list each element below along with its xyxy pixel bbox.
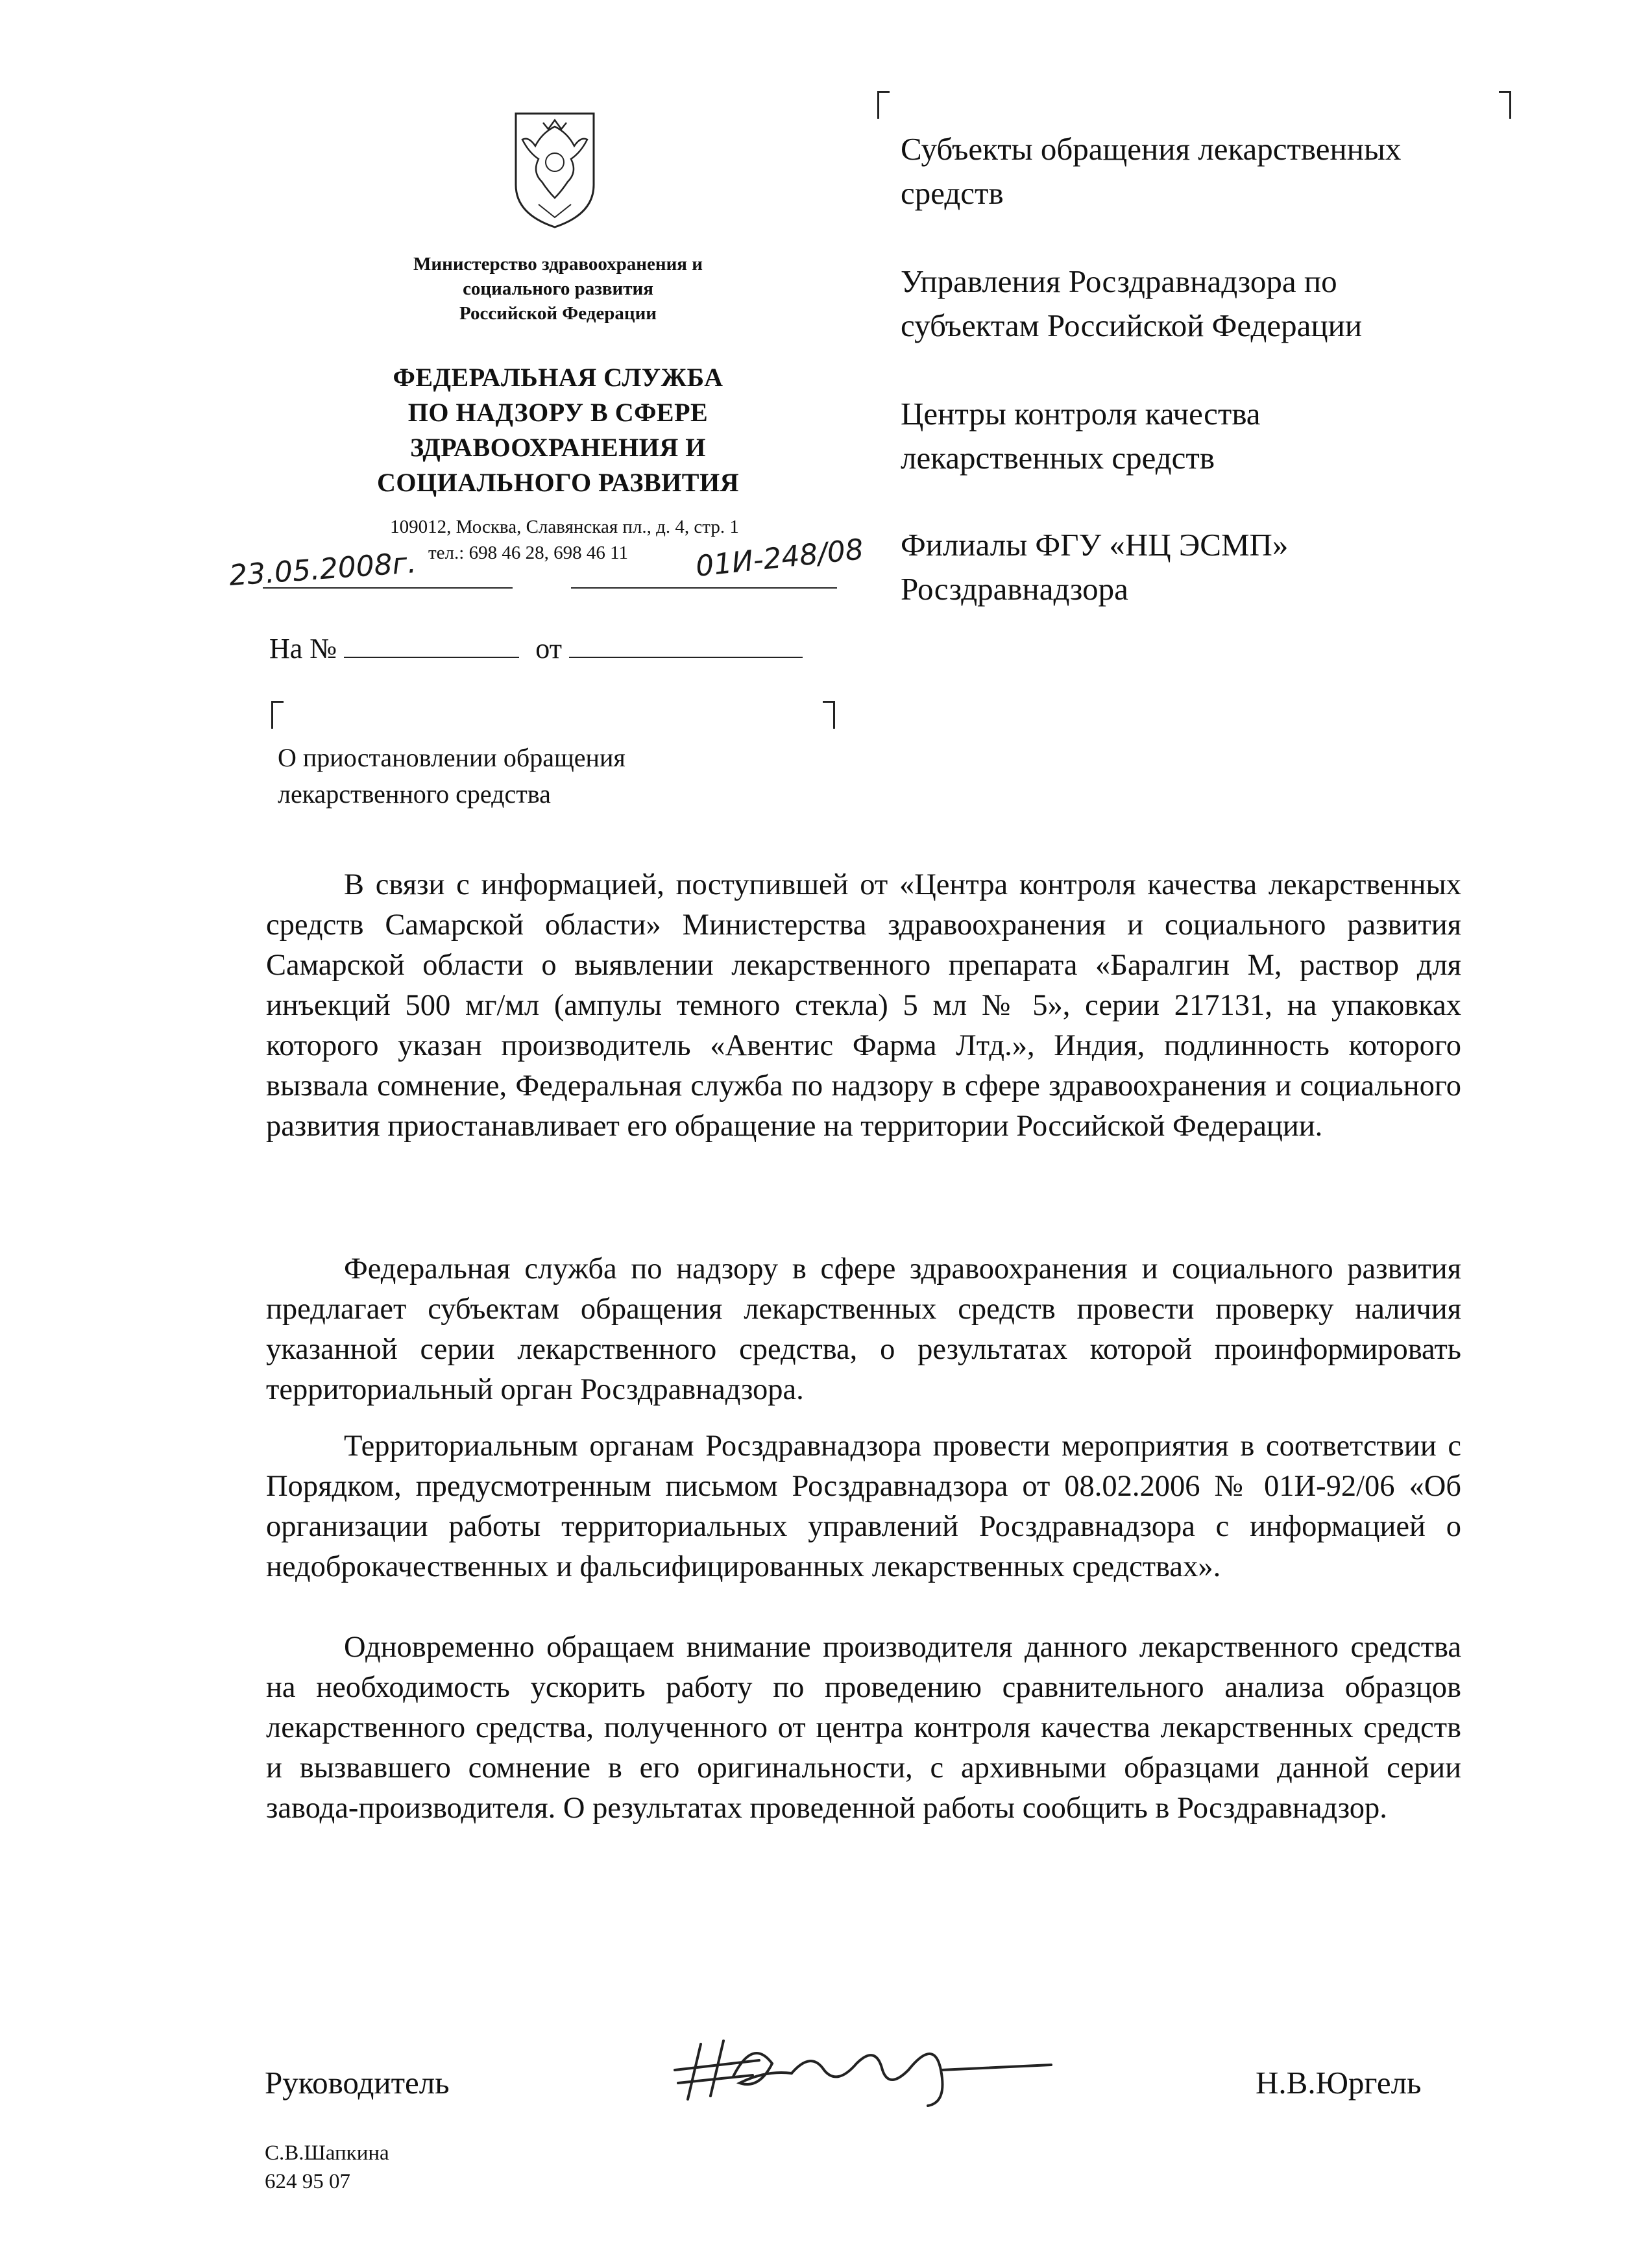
recipient-block [901, 523, 1549, 611]
recipients-bracket-right [1499, 91, 1511, 119]
service-line: ЗДРАВООХРАНЕНИЯ И [410, 433, 706, 462]
ministry-name [337, 252, 779, 326]
recipient-block [901, 392, 1549, 480]
service-line: ФЕДЕРАЛЬНАЯ СЛУЖБА [393, 363, 723, 392]
reference-line [269, 631, 803, 667]
subject-line: О приостановлении обращения [278, 743, 626, 772]
signatory-name: Н.В.Юргель [1256, 2065, 1422, 2101]
recipient-line: Субъекты обращения лекарственных [901, 131, 1402, 167]
body-paragraph: Одновременно обращаем внимание производителя данного лекарственного средства на необходимость ускорить работу по проведению сравнительного анализа образцов лекарственного средства, полученного от центра контроля качества лекарственных средств и вызвавшего сомнение в его оригинальности, с архивными образцами данной серии завода-производителя. О результатах проведенной работы сообщить в Росздравнадзор. [266, 1631, 1461, 1825]
executor-name: С.В.Шапкина [265, 2141, 389, 2165]
body-paragraph: В связи с информацией, поступившей от «Центра контроля качества лекарственных средств Самарской области» Министерства здравоохранения и социального развития Самарской области о выявлении лекарственного препарата «Баралгин М, раствор для инъекций 500 мг/мл (ампулы темного стекла) 5 мл № 5», серии 217131, на упаковках которого указан производитель «Авентис Фарма Лтд.», Индия, подлинность которого вызвала сомнение, Федеральная служба по надзору в сфере здравоохранения и социального развития приостанавливает его обращение на территории Российской Федерации. [266, 868, 1461, 1143]
phone: тел.: 698 46 28, 698 46 11 [428, 542, 628, 563]
service-line: ПО НАДЗОРУ В СФЕРЕ [407, 398, 709, 427]
recipient-line: Центры контроля качества [901, 396, 1261, 432]
coat-of-arms-icon [503, 101, 607, 230]
recipient-line: Филиалы ФГУ «НЦ ЭСМП» [901, 527, 1289, 563]
service-line: СОЦИАЛЬНОГО РАЗВИТИЯ [377, 468, 739, 497]
recipient-line: Росздравнадзора [901, 571, 1128, 607]
recipients-bracket-left [877, 91, 890, 119]
handwritten-number: 01И-248/08 [694, 533, 866, 583]
number-underline [571, 587, 837, 589]
body-paragraph: Федеральная служба по надзору в сфере здравоохранения и социального развития предлагает субъектам обращения лекарственных средств провести проверку наличия указанной серии лекарственного средства, о результатах которой проинформировать территориальный орган Росздравнадзора. [266, 1252, 1461, 1406]
reference-date-blank [569, 632, 803, 658]
reference-number-blank [344, 632, 519, 658]
ministry-line: Российской Федерации [459, 303, 657, 324]
recipient-line: Управления Росздравнадзора по [901, 263, 1337, 299]
recipient-line: субъектам Российской Федерации [901, 308, 1363, 343]
signatory-position: Руководитель [265, 2065, 450, 2101]
recipient-line: лекарственных средств [901, 440, 1215, 476]
handwritten-signature [662, 2025, 1064, 2109]
recipient-line: средств [901, 175, 1004, 211]
ministry-line: социального развития [463, 278, 653, 299]
reference-label: На № [269, 633, 337, 664]
subject-line: лекарственного средства [278, 779, 551, 809]
handwritten-date: 23.05.2008г. [228, 546, 418, 592]
ministry-line: Министерство здравоохранения и [413, 254, 703, 274]
service-name [324, 360, 792, 500]
address: 109012, Москва, Славянская пл., д. 4, стр. 1 [390, 517, 739, 537]
reference-from-label: от [535, 633, 562, 664]
recipient-block [901, 260, 1549, 348]
body-paragraph: Территориальным органам Росздравнадзора провести мероприятия в соответствии с Порядком, предусмотренным письмом Росздравнадзора от 08.02.2006 № 01И-92/06 «Об организации работы территориальных управлений Росздравнадзора с информацией о недоброкачественных и фальсифицированных лекарственных средствах». [266, 1430, 1461, 1583]
subject [278, 740, 810, 812]
recipient-block [901, 127, 1549, 215]
subject-bracket-left [271, 701, 284, 729]
subject-bracket-right [823, 701, 835, 729]
executor-phone: 624 95 07 [265, 2170, 350, 2193]
